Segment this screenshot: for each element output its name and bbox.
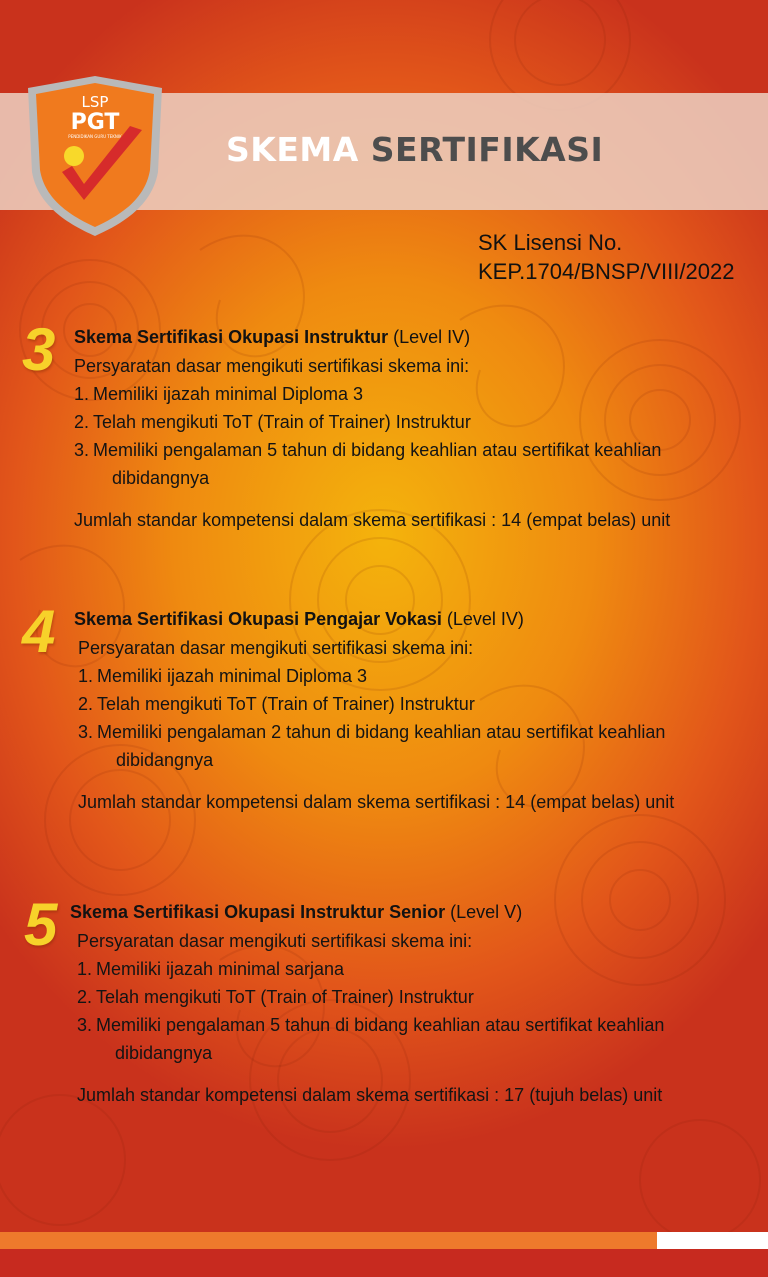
license-info	[478, 228, 734, 286]
requirement-number: 2.	[78, 694, 94, 714]
requirement-number: 3.	[77, 1015, 93, 1035]
requirement-text: Memiliki ijazah minimal Diploma 3	[93, 384, 364, 404]
scheme-title-level: (Level IV)	[393, 327, 471, 347]
scheme-title	[74, 606, 524, 632]
license-label: SK Lisensi No.	[478, 230, 623, 255]
scheme-title-level: (Level V)	[450, 902, 523, 922]
competency-summary: Jumlah standar kompetensi dalam skema sertifikasi : 17 (tujuh belas) unit	[77, 1085, 663, 1105]
requirement-item	[78, 718, 674, 774]
requirements-list	[77, 955, 664, 1067]
requirement-number: 1.	[78, 666, 94, 686]
requirement-text: Memiliki ijazah minimal Diploma 3	[97, 666, 368, 686]
title-part-sertifikasi: SERTIFIKASI	[370, 130, 604, 169]
scheme-number: 4	[22, 598, 56, 665]
page-title	[226, 130, 603, 169]
requirements-intro: Persyaratan dasar mengikuti sertifikasi skema ini:	[78, 638, 474, 658]
requirements-list	[78, 662, 674, 774]
requirement-text: Telah mengikuti ToT (Train of Trainer) Instruktur	[96, 987, 474, 1007]
requirement-number: 3.	[74, 440, 90, 460]
requirement-number: 1.	[77, 959, 93, 979]
logo-lsp-text: LSP	[81, 93, 109, 111]
requirement-item	[77, 955, 664, 983]
requirements-intro: Persyaratan dasar mengikuti sertifikasi skema ini:	[77, 931, 473, 951]
requirement-text: Memiliki pengalaman 5 tahun di bidang keahlian atau sertifikat keahlian	[96, 1015, 665, 1035]
scheme-title-name: Skema Sertifikasi Okupasi Instruktur	[74, 327, 389, 347]
requirement-item	[78, 662, 674, 690]
requirement-item	[74, 408, 670, 436]
scheme-body	[74, 352, 670, 534]
scheme-body	[78, 634, 674, 816]
requirement-item	[77, 983, 664, 1011]
footer-red-band	[0, 1249, 768, 1277]
scheme-number: 3	[22, 316, 56, 383]
requirement-continuation: dibidangnya	[112, 468, 210, 488]
requirement-text: Telah mengikuti ToT (Train of Trainer) Instruktur	[97, 694, 475, 714]
requirement-continuation: dibidangnya	[115, 1043, 213, 1063]
scheme-title-name: Skema Sertifikasi Okupasi Pengajar Vokasi	[74, 609, 442, 629]
footer-white-block	[657, 1232, 768, 1249]
requirement-item	[78, 690, 674, 718]
requirement-text: Memiliki pengalaman 5 tahun di bidang keahlian atau sertifikat keahlian	[93, 440, 662, 460]
scheme-number: 5	[24, 891, 58, 958]
requirement-item	[77, 1011, 664, 1067]
lsp-pgt-logo	[22, 72, 168, 238]
requirement-text: Memiliki pengalaman 2 tahun di bidang keahlian atau sertifikat keahlian	[97, 722, 666, 742]
requirement-item	[74, 436, 670, 492]
scheme-body	[77, 927, 664, 1109]
requirements-intro: Persyaratan dasar mengikuti sertifikasi skema ini:	[74, 356, 470, 376]
logo-tagline-text: PENDIDIKAN GURU TEKNIK	[68, 134, 122, 139]
requirement-item	[74, 380, 670, 408]
requirement-number: 2.	[74, 412, 90, 432]
competency-summary: Jumlah standar kompetensi dalam skema sertifikasi : 14 (empat belas) unit	[74, 510, 671, 530]
logo-pgt-text: PGT	[70, 110, 120, 135]
footer-orange-bar	[0, 1232, 657, 1249]
requirement-number: 2.	[77, 987, 93, 1007]
scheme-title-name: Skema Sertifikasi Okupasi Instruktur Senior	[70, 902, 446, 922]
scheme-title	[74, 324, 470, 350]
requirement-continuation: dibidangnya	[116, 750, 214, 770]
requirement-number: 1.	[74, 384, 90, 404]
requirements-list	[74, 380, 670, 492]
license-number: KEP.1704/BNSP/VIII/2022	[478, 259, 735, 284]
requirement-text: Telah mengikuti ToT (Train of Trainer) Instruktur	[93, 412, 471, 432]
requirement-text: Memiliki ijazah minimal sarjana	[96, 959, 345, 979]
requirement-number: 3.	[78, 722, 94, 742]
title-part-skema: SKEMA	[226, 130, 359, 169]
scheme-title-level: (Level IV)	[446, 609, 524, 629]
competency-summary: Jumlah standar kompetensi dalam skema sertifikasi : 14 (empat belas) unit	[78, 792, 675, 812]
scheme-title	[70, 899, 522, 925]
